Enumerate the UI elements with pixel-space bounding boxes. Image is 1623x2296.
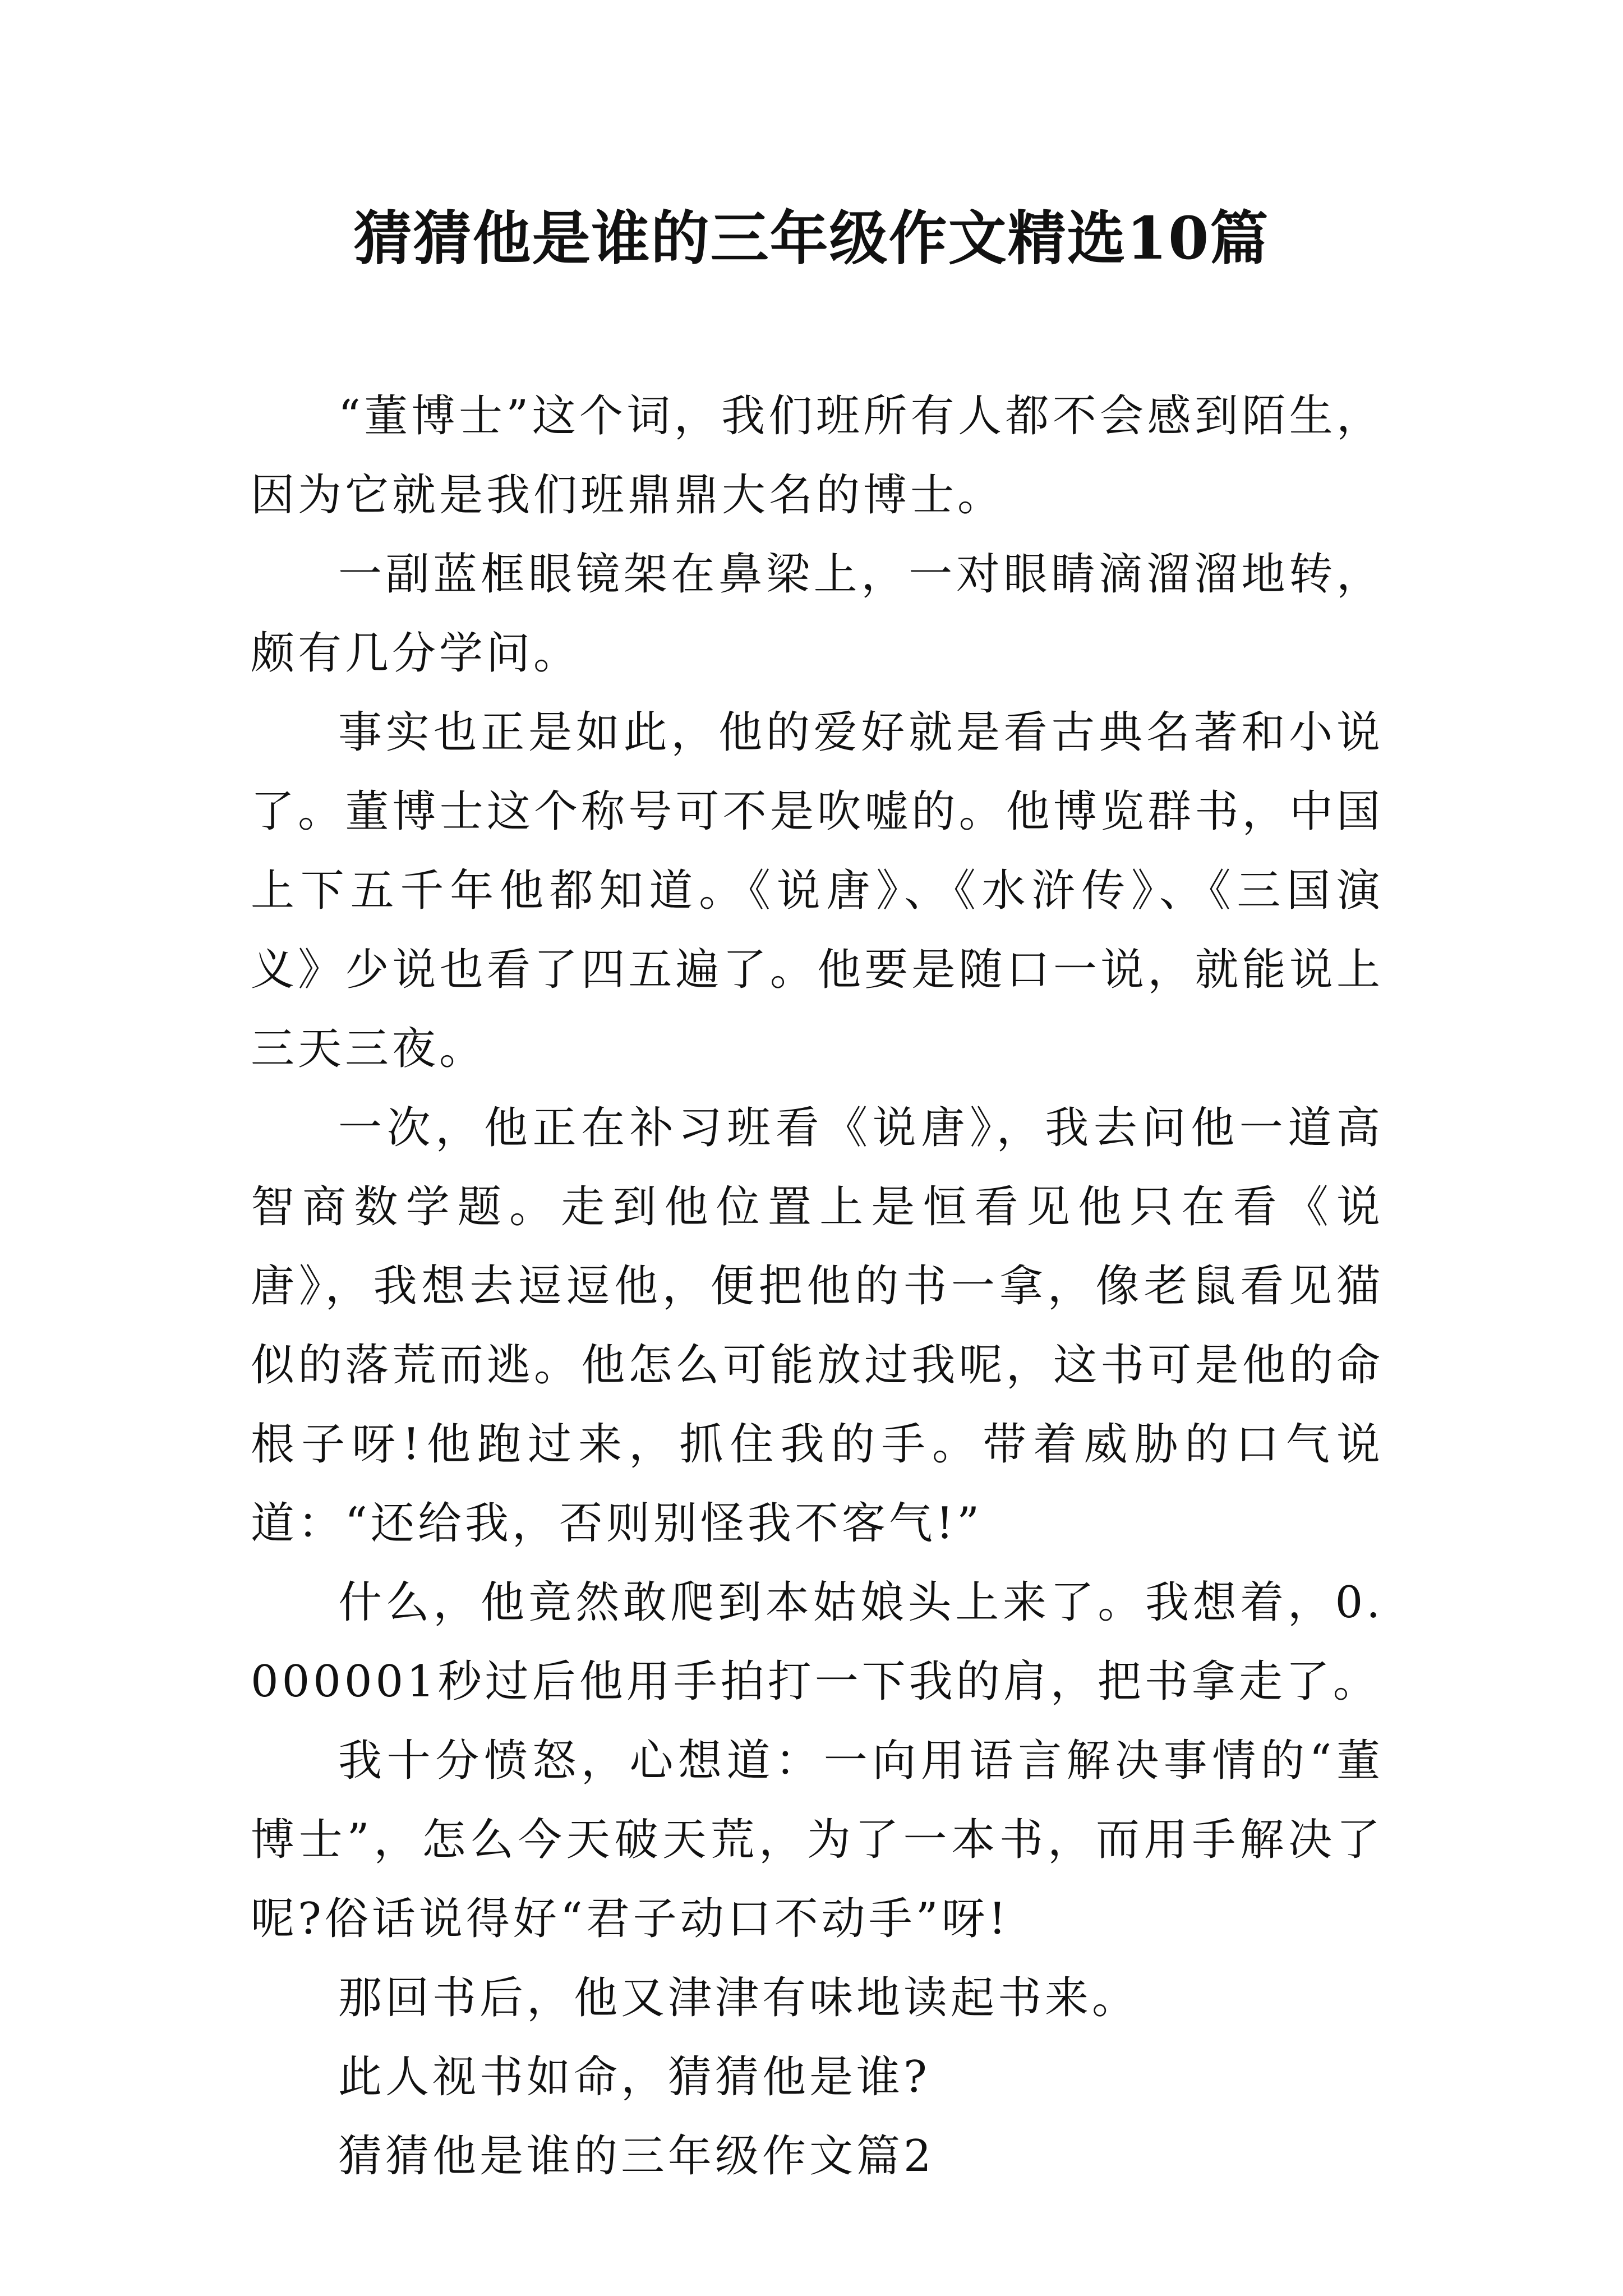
paragraph-5: 什么，他竟然敢爬到本姑娘头上来了。我想着，0.000001秒过后他用手拍打一下我的肩，把书拿走了。 — [251, 1577, 1384, 1707]
section-heading: 猜猜他是谁的三年级作文篇2 — [338, 2131, 935, 2182]
paragraph-3: 事实也正是如此，他的爱好就是看古典名著和小说了。董博士这个称号可不是吹嘘的。他博览群书，中国上下五千年他都知道。《说唐》、《水浒传》、《三国演义》少说也看了四五遍了。他要是随口一说，就能说上三天三夜。 — [251, 707, 1384, 1074]
document-title: 猜猜他是谁的三年级作文精选10篇 — [353, 204, 1270, 273]
paragraph-8: 此人视书如命，猜猜他是谁? — [338, 2052, 930, 2102]
paragraph-2: 一副蓝框眼镜架在鼻梁上，一对眼睛滴溜溜地转，颇有几分学问。 — [251, 549, 1384, 679]
document-body — [251, 377, 1384, 2196]
paragraph-6: 我十分愤怒，心想道：一向用语言解决事情的“董博士”，怎么今天破天荒，为了一本书，而用手解决了呢?俗话说得好“君子动口不动手”呀! — [251, 1736, 1384, 1944]
paragraph-1: “董博士”这个词，我们班所有人都不会感到陌生，因为它就是我们班鼎鼎大名的博士。 — [251, 391, 1384, 521]
paragraph-4: 一次，他正在补习班看《说唐》，我去问他一道高智商数学题。走到他位置上是恒看见他只在看《说唐》，我想去逗逗他，便把他的书一拿，像老鼠看见猫似的落荒而逃。他怎么可能放过我呢，这书可是他的命根子呀!他跑过来，抓住我的手。带着威胁的口气说道：“还给我，否则别怪我不客气!” — [251, 1103, 1384, 1549]
paragraph-7: 那回书后，他又津津有味地读起书来。 — [338, 1973, 1140, 2023]
